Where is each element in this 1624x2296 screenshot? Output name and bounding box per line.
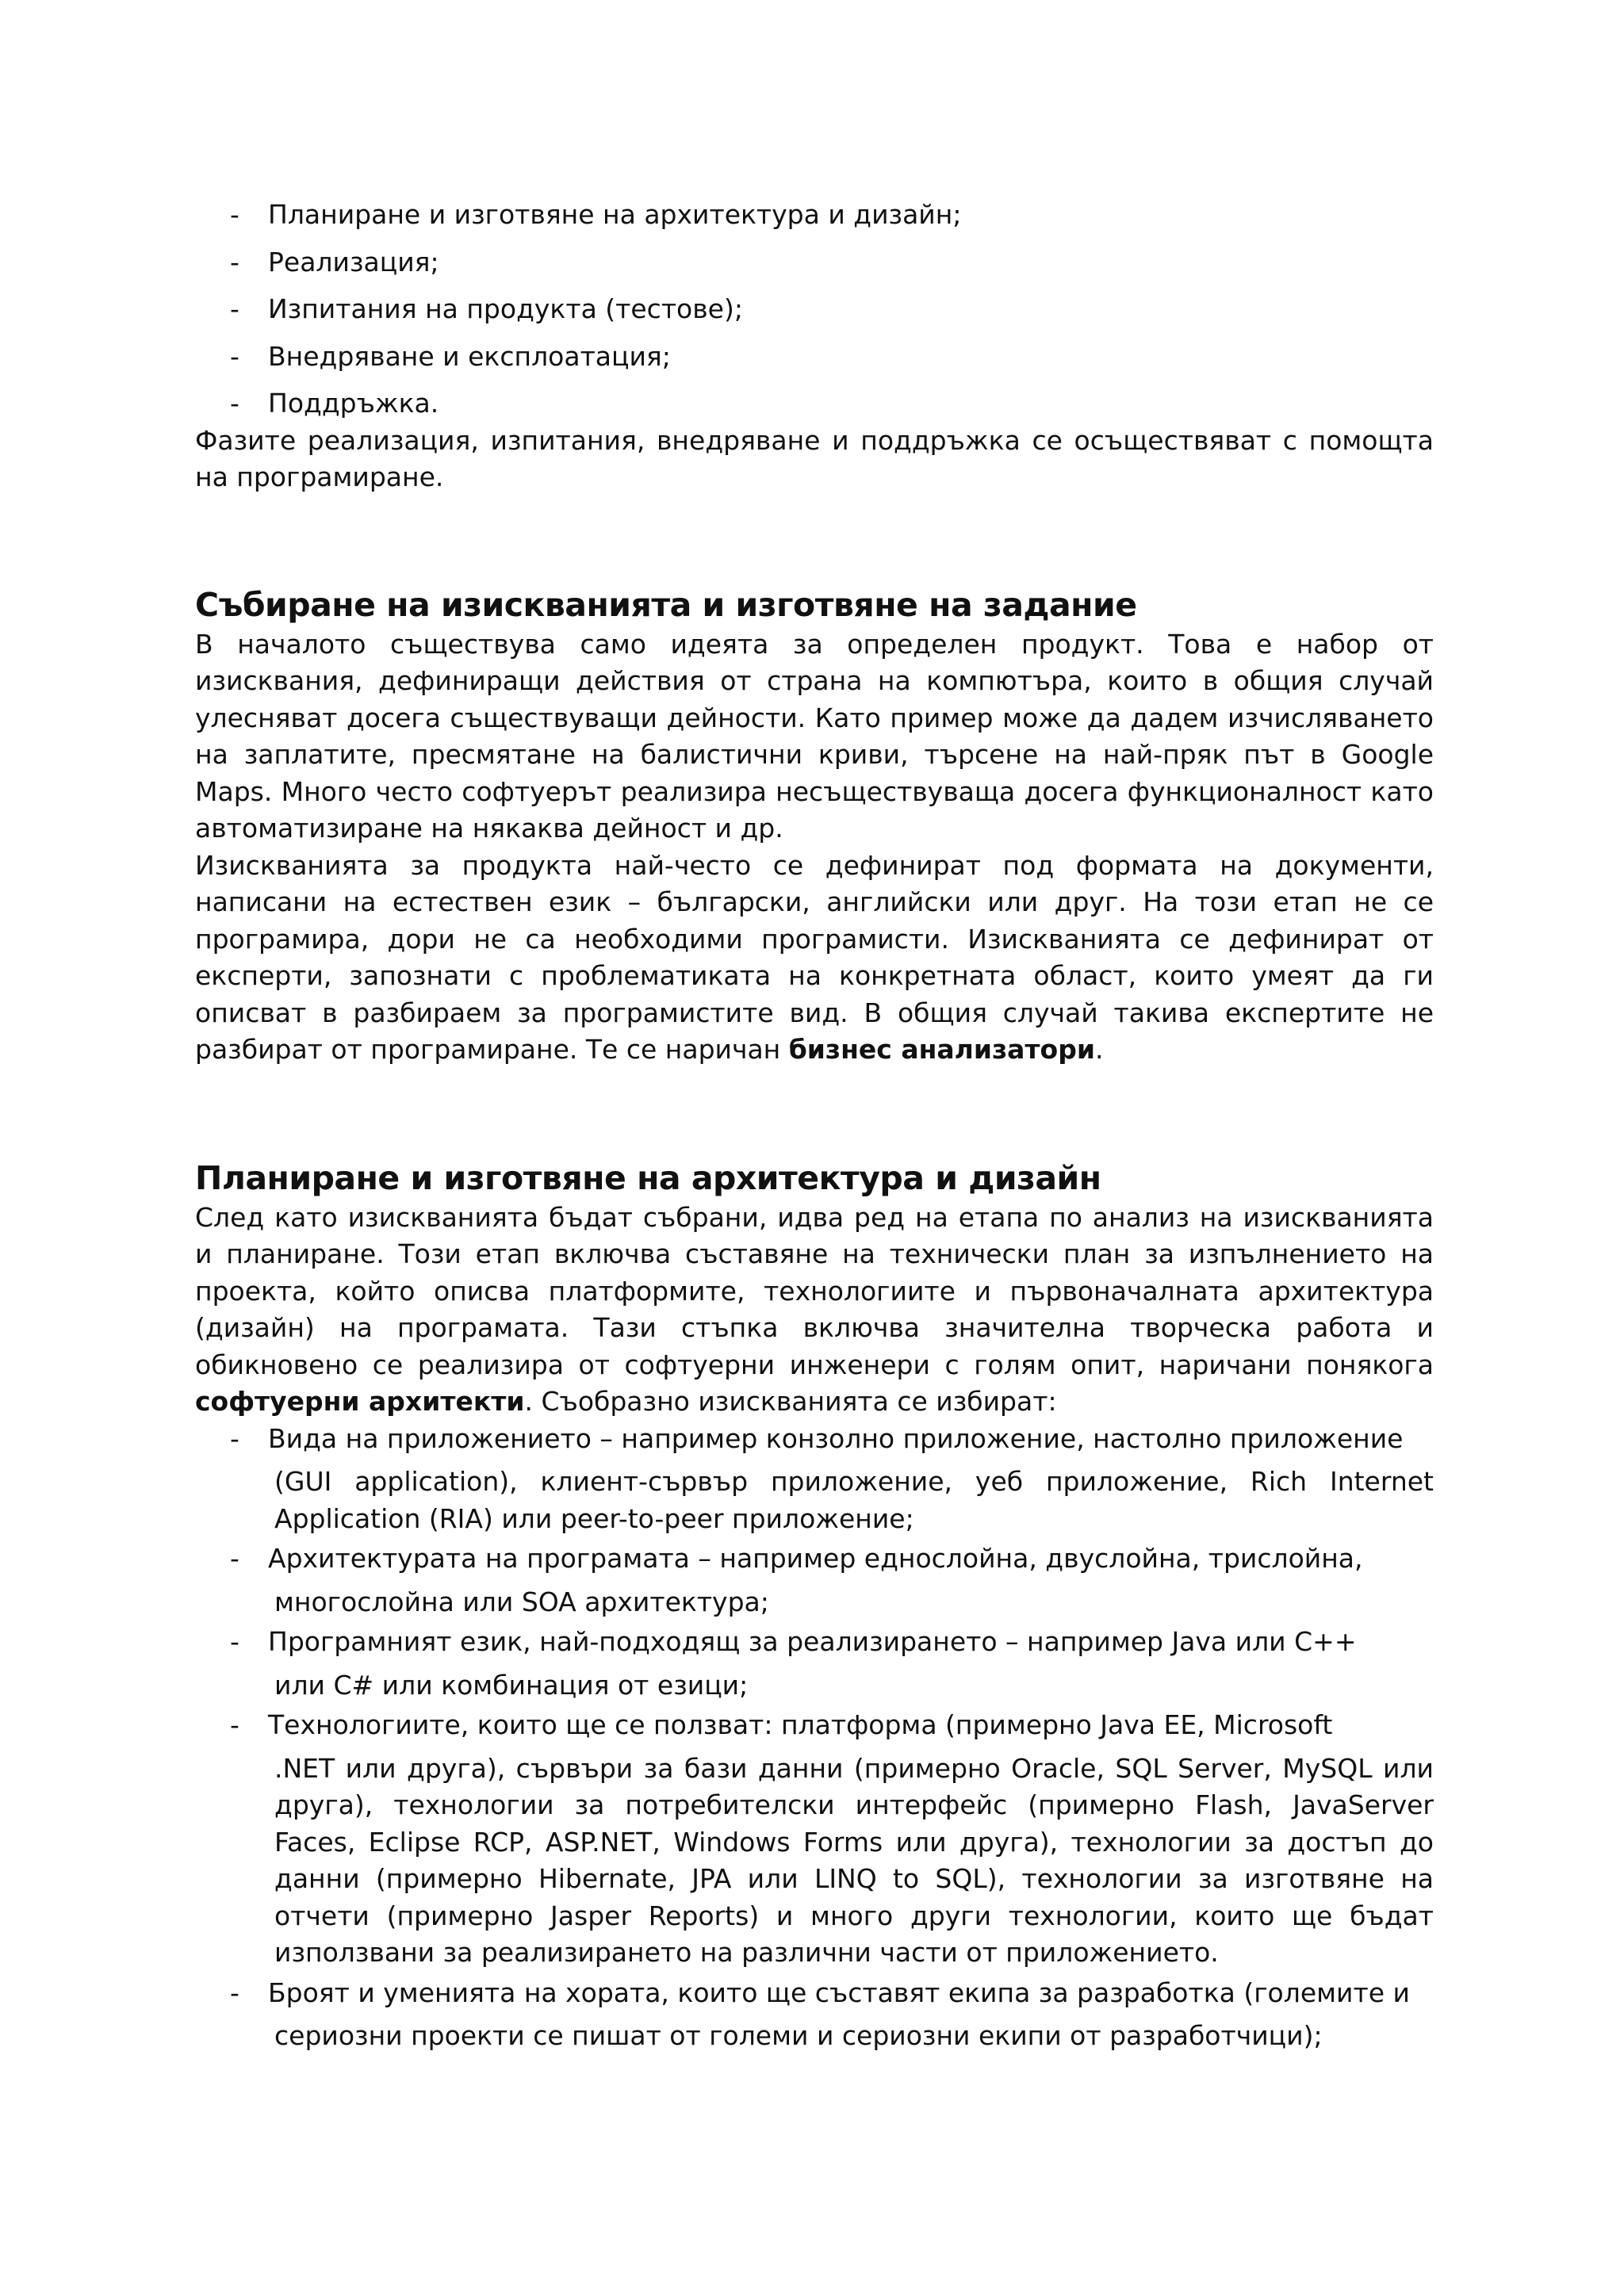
list-item-text: Реализация; <box>268 246 439 277</box>
list-item <box>195 291 1434 328</box>
dash-bullet: - <box>230 388 239 419</box>
dash-bullet: - <box>230 1543 239 1574</box>
architecture-paragraph: След като изискванията бъдат събрани, идва ред на етапа по анализ на изискванията и планиране. Този етап включва съставяне на технически план за изпълнението на проекта, който описва платформите, технологиите и първоначалната архитектура (дизайн) на програмата. Тази стъпка включва значителна творческа работа и обикновено се реализира от софтуерни инженери с голям опит, наричани понякога софтуерни архитекти. Съобразно изискванията се избират: <box>195 1201 1434 1417</box>
list-item <box>195 1540 1434 1621</box>
requirements-paragraph-2: Изискванията за продукта най-често се дефинират под формата на документи, написани на естествен език – български, английски или друг. На този етап не се програмира, дори не са необходими програмисти. Изискванията се дефинират от експерти, запознати с проблематиката на конкретната област, които умеят да ги описват в разбираем за програмистите вид. В общия случай такива експертите не разбират от програмиране. Те се наричан бизнес анализатори. <box>195 849 1434 1065</box>
list-item <box>195 1975 1434 2055</box>
list-item <box>195 339 1434 376</box>
list-item <box>195 1707 1434 1972</box>
dash-bullet: - <box>230 1709 239 1740</box>
list-item-continuation: .NET или друга), сървъри за бази данни (примерно Oracle, SQL Server, MySQL или друга), технологии за потребителски интерфейс (примерно Flash, JavaServer Faces, Eclipse RCP, ASP.NET, Windows Forms или друга), технологии за достъп до данни (примерно Hibernate, JPA или LINQ to SQL), технологии за изготвяне на отчети (примерно Jasper Reports) и много други технологии, които ще бъдат използвани за реализирането на различни части от приложението. <box>274 1752 1434 1968</box>
list-item <box>195 385 1434 423</box>
document-page <box>195 197 1434 2058</box>
list-item-text: Внедряване и експлоатация; <box>268 340 671 372</box>
list-item-first-line: Архитектурата на програмата – например еднослойна, двуслойна, трислойна, <box>268 1543 1363 1574</box>
list-item <box>195 244 1434 281</box>
list-item <box>195 197 1434 234</box>
list-item-first-line: Програмният език, най-подходящ за реализирането – например Java или C++ <box>268 1626 1357 1657</box>
list-item-text: Изпитания на продукта (тестове); <box>268 293 743 324</box>
intro-paragraph: Фазите реализация, изпитания, внедряване и поддръжка се осъществяват с помощта на програмиране. <box>195 424 1434 492</box>
dash-bullet: - <box>230 1422 239 1454</box>
dash-bullet: - <box>230 340 239 372</box>
dash-bullet: - <box>230 246 239 277</box>
intro-phase-list <box>195 197 1434 423</box>
list-item-first-line: Броят и уменията на хората, които ще съставят екипа за разработка (големите и <box>268 1976 1410 2008</box>
list-item-continuation: или C# или комбинация от езици; <box>274 1669 749 1701</box>
architecture-choices-list <box>195 1421 1434 2055</box>
term-software-architects: софтуерни архитекти <box>195 1386 525 1417</box>
requirements-paragraph-1: В началото съществува само идеята за определен продукт. Това е набор от изисквания, дефиниращи действия от страна на компютъра, които в общия случай улесняват досега съществуващи дейности. Като пример може да дадем изчисляването на заплатите, пресмятане на балистични криви, търсене на най-пряк път в Google Maps. Много често софтуерът реализира несъществуваща досега функционалност като автоматизиране на някаква дейност и др. <box>195 628 1434 844</box>
dash-bullet: - <box>230 293 239 324</box>
dash-bullet: - <box>230 199 239 230</box>
dash-bullet: - <box>230 1626 239 1657</box>
list-item <box>195 1421 1434 1538</box>
section-heading-requirements: Събиране на изискванията и изготвяне на задание <box>195 585 1137 624</box>
list-item-first-line: Технологиите, които ще се ползват: платформа (примерно Java EE, Microsoft <box>268 1709 1333 1740</box>
term-business-analysts: бизнес анализатори <box>788 1034 1095 1065</box>
dash-bullet: - <box>230 1976 239 2008</box>
list-item-text: Планиране и изготвяне на архитектура и дизайн; <box>268 199 962 230</box>
list-item-continuation: многослойна или SOA архитектура; <box>274 1586 769 1617</box>
list-item-text: Поддръжка. <box>268 388 439 419</box>
section-heading-architecture: Планиране и изготвяне на архитектура и дизайн <box>195 1158 1101 1197</box>
list-item-continuation: сериозни проекти се пишат от големи и сериозни екипи от разработчици); <box>274 2020 1323 2051</box>
list-item <box>195 1624 1434 1704</box>
list-item-first-line: Вида на приложението – например конзолно приложение, настолно приложение <box>268 1422 1404 1454</box>
list-item-continuation: (GUI application), клиент-сървър приложение, уеб приложение, Rich Internet Application (RIA) или peer-to-peer приложение; <box>274 1466 1434 1534</box>
